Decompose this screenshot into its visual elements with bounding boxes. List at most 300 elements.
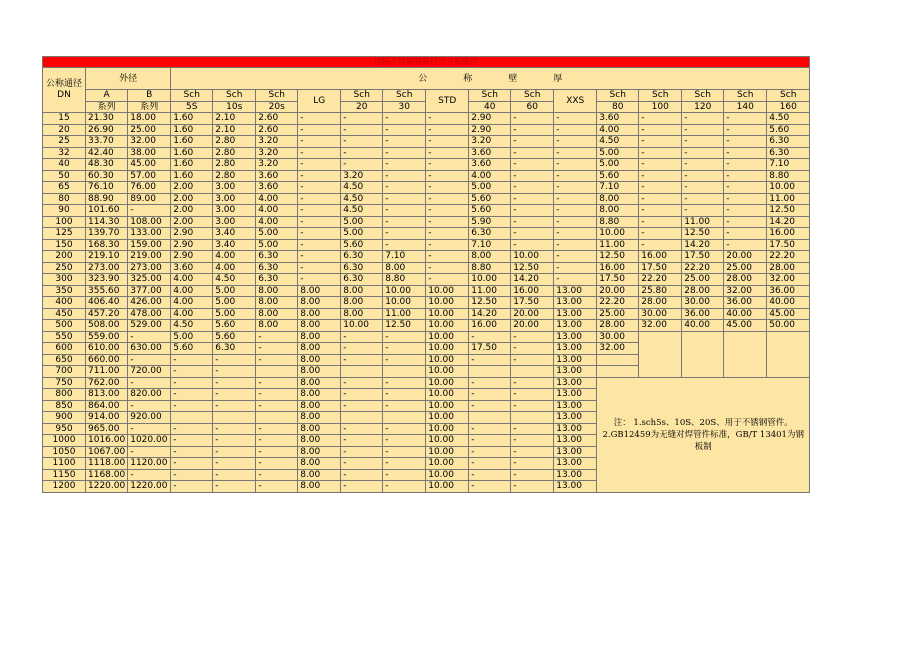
value-cell: - [256,481,298,493]
value-cell: 50.00 [767,320,810,332]
value-cell: - [256,446,298,458]
value-cell: 28.00 [682,285,724,297]
value-cell: 36.00 [682,308,724,320]
value-cell: 5.60 [767,124,810,136]
value-cell: 36.00 [767,285,810,297]
value-cell: 10.00 [426,331,469,343]
value-cell: - [724,113,767,125]
value-cell: - [128,205,171,217]
value-cell: 6.30 [341,262,383,274]
column-subheader: 系列 [86,101,128,113]
value-cell: - [554,193,597,205]
dn-cell: 150 [43,239,86,251]
value-cell: 11.00 [767,193,810,205]
value-cell: 17.50 [511,297,554,309]
value-cell: 3.20 [256,159,298,171]
value-cell: 88.90 [86,193,128,205]
value-cell: 18.00 [128,113,171,125]
value-cell: - [426,147,469,159]
value-cell: - [724,193,767,205]
value-cell: 10.00 [426,377,469,389]
column-subheader: 10s [213,101,256,113]
value-cell: 10.00 [426,285,469,297]
dn-cell: 80 [43,193,86,205]
value-cell: - [128,446,171,458]
table-row [43,285,810,297]
value-cell: 10.00 [341,320,383,332]
table-row [43,228,810,240]
value-cell: 8.80 [767,170,810,182]
dn-cell: 100 [43,216,86,228]
table-row [43,193,810,205]
value-cell: - [383,182,426,194]
value-cell: 1120.00 [128,458,171,470]
value-cell: 2.00 [171,193,213,205]
dn-cell: 40 [43,159,86,171]
value-cell: - [469,354,511,366]
value-cell: - [639,147,682,159]
column-header: Sch [469,90,511,102]
value-cell: 3.20 [341,170,383,182]
value-cell: - [724,239,767,251]
empty-cell [767,331,810,377]
value-cell: - [383,423,426,435]
value-cell: 1.60 [171,170,213,182]
value-cell: - [383,331,426,343]
value-cell: 4.00 [171,274,213,286]
value-cell: - [724,159,767,171]
value-cell: 25.00 [724,262,767,274]
value-cell: - [213,435,256,447]
value-cell: 10.00 [767,182,810,194]
value-cell: - [128,354,171,366]
value-cell: - [128,331,171,343]
value-cell: - [511,435,554,447]
value-cell: 89.00 [128,193,171,205]
value-cell: 8.00 [341,285,383,297]
value-cell: - [171,366,213,378]
value-cell: 8.00 [298,320,341,332]
value-cell: 8.00 [256,297,298,309]
value-cell: - [682,193,724,205]
value-cell: - [511,377,554,389]
value-cell: 13.00 [554,400,597,412]
value-cell: 12.50 [383,320,426,332]
value-cell: - [171,481,213,493]
value-cell: 508.00 [86,320,128,332]
value-cell: 406.40 [86,297,128,309]
value-cell: 12.50 [767,205,810,217]
value-cell: 4.00 [171,308,213,320]
value-cell: - [383,205,426,217]
dn-cell: 350 [43,285,86,297]
value-cell: 3.60 [469,159,511,171]
value-cell: 720.00 [128,366,171,378]
value-cell: - [469,331,511,343]
value-cell: - [682,113,724,125]
wall-header: 公 称 壁 厚 [171,68,810,90]
value-cell: 10.00 [426,423,469,435]
value-cell: 28.00 [639,297,682,309]
value-cell: - [171,400,213,412]
value-cell: - [256,458,298,470]
value-cell: - [171,423,213,435]
value-cell: - [469,481,511,493]
value-cell: 219.10 [86,251,128,263]
value-cell: - [724,228,767,240]
value-cell: - [511,113,554,125]
column-subheader: 60 [511,101,554,113]
value-cell: 10.00 [511,251,554,263]
value-cell: 2.90 [171,239,213,251]
value-cell: 2.90 [171,251,213,263]
value-cell: - [213,366,256,378]
value-cell: 10.00 [426,400,469,412]
value-cell: - [383,343,426,355]
column-header: Sch [682,90,724,102]
value-cell: - [469,469,511,481]
value-cell: 3.40 [213,228,256,240]
value-cell: 133.00 [128,228,171,240]
value-cell [511,366,554,378]
value-cell: - [383,446,426,458]
value-cell: 5.00 [171,331,213,343]
value-cell: - [639,159,682,171]
value-cell: 8.00 [298,389,341,401]
value-cell: - [426,216,469,228]
value-cell: - [341,481,383,493]
value-cell: 10.00 [426,320,469,332]
value-cell: 3.60 [597,113,639,125]
value-cell: - [724,170,767,182]
value-cell: - [298,113,341,125]
value-cell: 2.10 [213,124,256,136]
value-cell: 40.00 [767,297,810,309]
value-cell: - [511,170,554,182]
value-cell: 42.40 [86,147,128,159]
value-cell: - [213,481,256,493]
value-cell: - [341,458,383,470]
column-header: Sch [597,90,639,102]
value-cell: - [511,136,554,148]
value-cell: 8.00 [256,320,298,332]
value-cell: 16.00 [639,251,682,263]
value-cell: - [128,400,171,412]
value-cell: 13.00 [554,389,597,401]
value-cell: 965.00 [86,423,128,435]
table-row [43,170,810,182]
value-cell: - [511,147,554,159]
value-cell: 1118.00 [86,458,128,470]
column-subheader: 40 [469,101,511,113]
value-cell: - [511,423,554,435]
value-cell: 3.40 [213,239,256,251]
value-cell: 20.00 [511,308,554,320]
value-cell: - [128,423,171,435]
value-cell: 28.00 [724,274,767,286]
value-cell: - [639,205,682,217]
dn-cell: 800 [43,389,86,401]
value-cell: 11.00 [597,239,639,251]
value-cell: 2.60 [256,124,298,136]
value-cell: - [256,343,298,355]
dn-cell: 400 [43,297,86,309]
value-cell: 25.00 [128,124,171,136]
value-cell: - [298,124,341,136]
value-cell: 6.30 [767,147,810,159]
value-cell: 17.50 [597,274,639,286]
value-cell: 10.00 [426,308,469,320]
value-cell: 4.00 [256,205,298,217]
value-cell: 2.80 [213,147,256,159]
value-cell: - [213,446,256,458]
value-cell: 5.00 [341,216,383,228]
value-cell: - [469,400,511,412]
od-header: 外径 [86,68,171,90]
value-cell: 139.70 [86,228,128,240]
table-row [43,251,810,263]
value-cell: - [426,170,469,182]
value-cell: 6.30 [469,228,511,240]
value-cell: 3.00 [213,193,256,205]
value-cell: 10.00 [426,435,469,447]
column-subheader: 80 [597,101,639,113]
note-line-1: 注： 1.sch5s、10S、20S、用于不锈钢管件。 [613,417,793,428]
value-cell: 8.00 [298,423,341,435]
value-cell: - [511,124,554,136]
dn-cell: 250 [43,262,86,274]
value-cell: 4.50 [341,205,383,217]
value-cell: 12.50 [469,297,511,309]
value-cell: 6.30 [213,343,256,355]
value-cell: 3.20 [469,136,511,148]
value-cell: - [341,147,383,159]
value-cell: 5.60 [469,205,511,217]
table-row [43,297,810,309]
value-cell: - [426,239,469,251]
value-cell: 1.60 [171,159,213,171]
value-cell: 7.10 [383,251,426,263]
value-cell: 355.60 [86,285,128,297]
value-cell: - [724,124,767,136]
value-cell: 2.90 [469,113,511,125]
dn-cell: 1000 [43,435,86,447]
value-cell: - [682,182,724,194]
value-cell: 159.00 [128,239,171,251]
value-cell: 8.80 [597,216,639,228]
value-cell: 21.30 [86,113,128,125]
value-cell: 3.00 [213,216,256,228]
value-cell: - [426,124,469,136]
value-cell: 8.00 [298,331,341,343]
value-cell: - [128,469,171,481]
value-cell: 76.00 [128,182,171,194]
value-cell: - [511,469,554,481]
value-cell: 13.00 [554,297,597,309]
dn-cell: 1100 [43,458,86,470]
dn-cell: 950 [43,423,86,435]
value-cell: - [171,458,213,470]
value-cell: 8.00 [383,262,426,274]
column-header: Sch [383,90,426,102]
dn-cell: 450 [43,308,86,320]
value-cell: 5.00 [256,239,298,251]
value-cell: - [383,469,426,481]
value-cell: 45.00 [128,159,171,171]
value-cell: 28.00 [767,262,810,274]
value-cell: 13.00 [554,308,597,320]
dn-cell: 1150 [43,469,86,481]
value-cell: 30.00 [682,297,724,309]
value-cell: 478.00 [128,308,171,320]
value-cell: - [298,274,341,286]
value-cell: 4.00 [256,193,298,205]
value-cell: 820.00 [128,389,171,401]
value-cell: 2.90 [469,124,511,136]
value-cell: 3.60 [469,147,511,159]
value-cell: - [213,389,256,401]
value-cell: - [554,136,597,148]
value-cell [341,366,383,378]
value-cell: 2.80 [213,136,256,148]
value-cell: 219.00 [128,251,171,263]
value-cell: 10.00 [426,446,469,458]
value-cell: - [298,159,341,171]
value-cell: 8.00 [469,251,511,263]
value-cell: 4.00 [597,124,639,136]
column-header: A [86,90,128,102]
value-cell: - [256,389,298,401]
value-cell: 32.00 [639,320,682,332]
value-cell: 4.50 [597,136,639,148]
value-cell: 8.00 [298,297,341,309]
value-cell: - [171,354,213,366]
dn-cell: 550 [43,331,86,343]
value-cell: 8.00 [597,205,639,217]
value-cell: - [383,481,426,493]
dn-cell: 600 [43,343,86,355]
value-cell: - [724,136,767,148]
value-cell: 40.00 [724,308,767,320]
value-cell: 22.20 [682,262,724,274]
value-cell: 3.00 [213,205,256,217]
value-cell: - [554,205,597,217]
value-cell: 8.00 [298,366,341,378]
value-cell: 864.00 [86,400,128,412]
value-cell: - [511,216,554,228]
value-cell [341,412,383,424]
value-cell: 4.50 [171,320,213,332]
value-cell: - [383,193,426,205]
value-cell: - [171,446,213,458]
value-cell: - [554,159,597,171]
value-cell: 6.30 [341,251,383,263]
value-cell [597,366,639,378]
value-cell: - [511,228,554,240]
value-cell: 6.30 [767,136,810,148]
value-cell: 10.00 [383,297,426,309]
value-cell: 8.00 [298,469,341,481]
value-cell: - [511,400,554,412]
column-header: Sch [256,90,298,102]
table-row [43,136,810,148]
column-subheader: 120 [682,101,724,113]
value-cell: 32.00 [597,343,639,355]
value-cell: 5.60 [171,343,213,355]
dn-header: 公称通径DN [43,68,86,113]
value-cell: 26.90 [86,124,128,136]
value-cell: 10.00 [597,228,639,240]
value-cell: - [383,216,426,228]
column-header: STD [426,90,469,113]
value-cell: 2.80 [213,159,256,171]
dn-cell: 65 [43,182,86,194]
value-cell: 8.00 [597,193,639,205]
column-header: B [128,90,171,102]
table-row [43,147,810,159]
note-line-2: 2.GB12459为无缝对焊管件标准，GB/T 13401为钢板制 [602,429,804,452]
value-cell: - [383,113,426,125]
value-cell: 25.80 [639,285,682,297]
value-cell: 10.00 [426,469,469,481]
value-cell: 32.00 [767,274,810,286]
dn-cell: 850 [43,400,86,412]
column-header: Sch [511,90,554,102]
value-cell: 4.00 [213,262,256,274]
value-cell: - [554,228,597,240]
value-cell: 8.00 [298,285,341,297]
value-cell: - [426,193,469,205]
value-cell: 20.00 [724,251,767,263]
dn-cell: 500 [43,320,86,332]
value-cell: - [724,205,767,217]
value-cell: 273.00 [128,262,171,274]
value-cell: 13.00 [554,343,597,355]
value-cell: 20.00 [597,285,639,297]
value-cell [213,412,256,424]
value-cell: 8.00 [298,377,341,389]
value-cell: 17.50 [682,251,724,263]
value-cell: - [511,343,554,355]
value-cell: - [724,182,767,194]
value-cell: 38.00 [128,147,171,159]
value-cell: 2.10 [213,113,256,125]
table-row [43,308,810,320]
value-cell: 377.00 [128,285,171,297]
value-cell: 8.00 [298,343,341,355]
value-cell: - [682,159,724,171]
column-subheader: 系列 [128,101,171,113]
value-cell: - [426,113,469,125]
value-cell: - [341,435,383,447]
value-cell: 5.60 [597,170,639,182]
value-cell: 16.00 [511,285,554,297]
value-cell: 8.00 [298,412,341,424]
column-header: Sch [171,90,213,102]
value-cell: - [639,113,682,125]
value-cell: 5.60 [469,193,511,205]
value-cell: 13.00 [554,320,597,332]
value-cell: 8.00 [298,446,341,458]
value-cell: - [682,136,724,148]
value-cell [383,366,426,378]
value-cell: 6.30 [256,262,298,274]
value-cell: 20.00 [511,320,554,332]
value-cell: - [256,377,298,389]
value-cell: - [213,377,256,389]
value-cell: 10.00 [426,389,469,401]
value-cell: 3.00 [213,182,256,194]
